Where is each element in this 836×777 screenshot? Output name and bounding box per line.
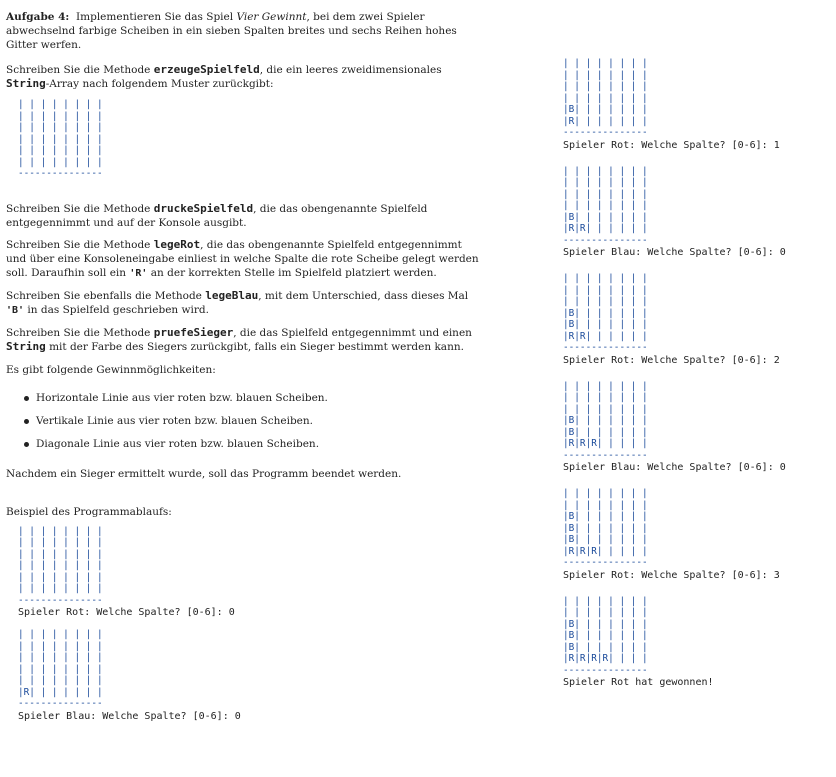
game-grid: | | | | | | | | | | | | | | | | | | | | | | | | | | | | | | | | |B| | | | | | | |R| | | | | | | <box>563 58 648 127</box>
method-erzeugespielfeld: erzeugeSpielfeld <box>153 63 260 76</box>
paragraph-create: Schreiben Sie die Methode erzeugeSpielfeld, die ein leeres zweidimensionales String-Array nach folgendem Muster zurückgibt: <box>6 63 442 90</box>
paragraph-blue: Schreiben Sie ebenfalls die Methode legeBlau, mit dem Unterschied, dass dieses Mal 'B' in das Spielfeld geschrieben wird. <box>6 288 469 316</box>
run-step-right-5 <box>563 488 831 582</box>
win-options-list <box>6 391 484 451</box>
console-result: Spieler Rot hat gewonnen! <box>563 677 714 688</box>
run-step-right-3 <box>563 273 831 367</box>
win-intro: Es gibt folgende Gewinnmöglichkeiten: <box>6 363 216 376</box>
console-prompt: Spieler Rot: Welche Spalte? [0-6]: 0 <box>18 607 235 618</box>
console-prompt: Spieler Rot: Welche Spalte? [0-6]: 2 <box>563 354 780 366</box>
grid-separator: --------------- <box>563 449 648 461</box>
char-b: 'B' <box>6 304 25 316</box>
left-column <box>6 10 484 723</box>
game-name: Vier Gewinnt <box>236 11 307 23</box>
console-prompt: Spieler Blau: Welche Spalte? [0-6]: 0 <box>18 710 241 722</box>
empty-grid: | | | | | | | | | | | | | | | | | | | | | | | | | | | | | | | | | | | | | | | | | | | | | | | | <box>18 99 103 168</box>
game-grid: | | | | | | | | | | | | | | | | |B| | | | | | | |B| | | | | | | |B| | | | | | | |R|R|R|R| | | | <box>563 595 648 664</box>
game-grid: | | | | | | | | | | | | | | | | | | | | | | | | | | | | | | | | |B| | | | | | | |R|R| | | | | | <box>563 165 648 234</box>
method-pruefesieger: pruefeSieger <box>153 325 234 339</box>
run-step-right-2 <box>563 166 831 260</box>
method-druckespielfeld: druckeSpielfeld <box>153 201 254 215</box>
empty-grid-block <box>18 99 484 180</box>
grid-separator: --------------- <box>563 664 648 676</box>
list-item: Vertikale Linie aus vier roten bzw. blauen Scheiben. <box>6 414 484 428</box>
char-r: 'R' <box>129 267 148 279</box>
grid-separator: --------------- <box>563 342 648 353</box>
type-string: String <box>6 77 46 90</box>
grid-separator: --------------- <box>18 698 103 709</box>
game-grid: | | | | | | | | | | | | | | | | | | | | | | | | |B| | | | | | | |B| | | | | | | |R|R|R| | | | | <box>563 380 648 449</box>
method-legeblau: legeBlau <box>205 288 259 302</box>
console-prompt: Spieler Rot: Welche Spalte? [0-6]: 3 <box>563 569 780 581</box>
run-step-right-6 <box>563 596 831 690</box>
run-step-right-1 <box>563 58 831 152</box>
example-intro: Beispiel des Programmablaufs: <box>6 505 172 518</box>
grid-separator: --------------- <box>563 557 648 568</box>
game-grid: | | | | | | | | | | | | | | | | | | | | | | | | |B| | | | | | | |B| | | | | | | |R|R| | | | | | <box>563 273 648 342</box>
game-grid: | | | | | | | | | | | | | | | | | | | | | | | | | | | | | | | | | | | | | | | | | | | | | | | | <box>18 525 103 594</box>
grid-separator: --------------- <box>563 127 648 138</box>
grid-separator: --------------- <box>18 168 103 179</box>
end-text: Nachdem ein Sieger ermittelt wurde, soll das Programm beendet werden. <box>6 467 402 480</box>
console-prompt: Spieler Rot: Welche Spalte? [0-6]: 1 <box>563 139 780 151</box>
game-grid: | | | | | | | | | | | | | | | | | | | | | | | | | | | | | | | | | | | | | | | | |R| | | | | | | <box>18 629 103 698</box>
run-step-left-2 <box>18 629 484 723</box>
console-prompt: Spieler Blau: Welche Spalte? [0-6]: 0 <box>563 247 786 258</box>
right-column <box>563 58 831 689</box>
run-step-right-4 <box>563 381 831 475</box>
console-prompt: Spieler Blau: Welche Spalte? [0-6]: 0 <box>563 462 786 473</box>
grid-separator: --------------- <box>18 594 103 606</box>
list-item: Diagonale Linie aus vier roten bzw. blauen Scheiben. <box>6 437 484 451</box>
game-grid: | | | | | | | | | | | | | | | | |B| | | | | | | |B| | | | | | | |B| | | | | | | |R|R|R| | | | | <box>563 488 648 557</box>
paragraph-print: Schreiben Sie die Methode druckeSpielfeld, die das obengenannte Spielfeld entgegennimmt und auf der Konsole ausgibt. <box>6 201 428 229</box>
type-string-2: String <box>6 339 46 353</box>
list-item: Horizontale Linie aus vier roten bzw. blauen Scheiben. <box>6 391 484 405</box>
task-heading: Aufgabe 4: <box>6 11 70 23</box>
task-intro: Aufgabe 4: Implementieren Sie das Spiel Vier Gewinnt, bei dem zwei Spieler abwechselnd farbige Scheiben in ein sieben Spalten breites und sechs Reihen hohes Gitter werfen. <box>6 11 457 51</box>
method-legerot: legeRot <box>153 237 201 251</box>
paragraph-red: Schreiben Sie die Methode legeRot, die das obengenannte Spielfeld entgegennimmt und über eine Konsoleneingabe einliest in welche Spalte die rote Scheibe gelegt werden soll. Daraufhin soll ein 'R' an der korrekten Stelle im Spielfeld platziert werden. <box>6 237 479 279</box>
grid-separator: --------------- <box>563 234 648 246</box>
paragraph-winner: Schreiben Sie die Methode pruefeSieger, die das Spielfeld entgegennimmt und einen String mit der Farbe des Siegers zurückgibt, falls ein Sieger bestimmt werden kann. <box>6 325 472 353</box>
run-step-left-1 <box>18 526 484 620</box>
